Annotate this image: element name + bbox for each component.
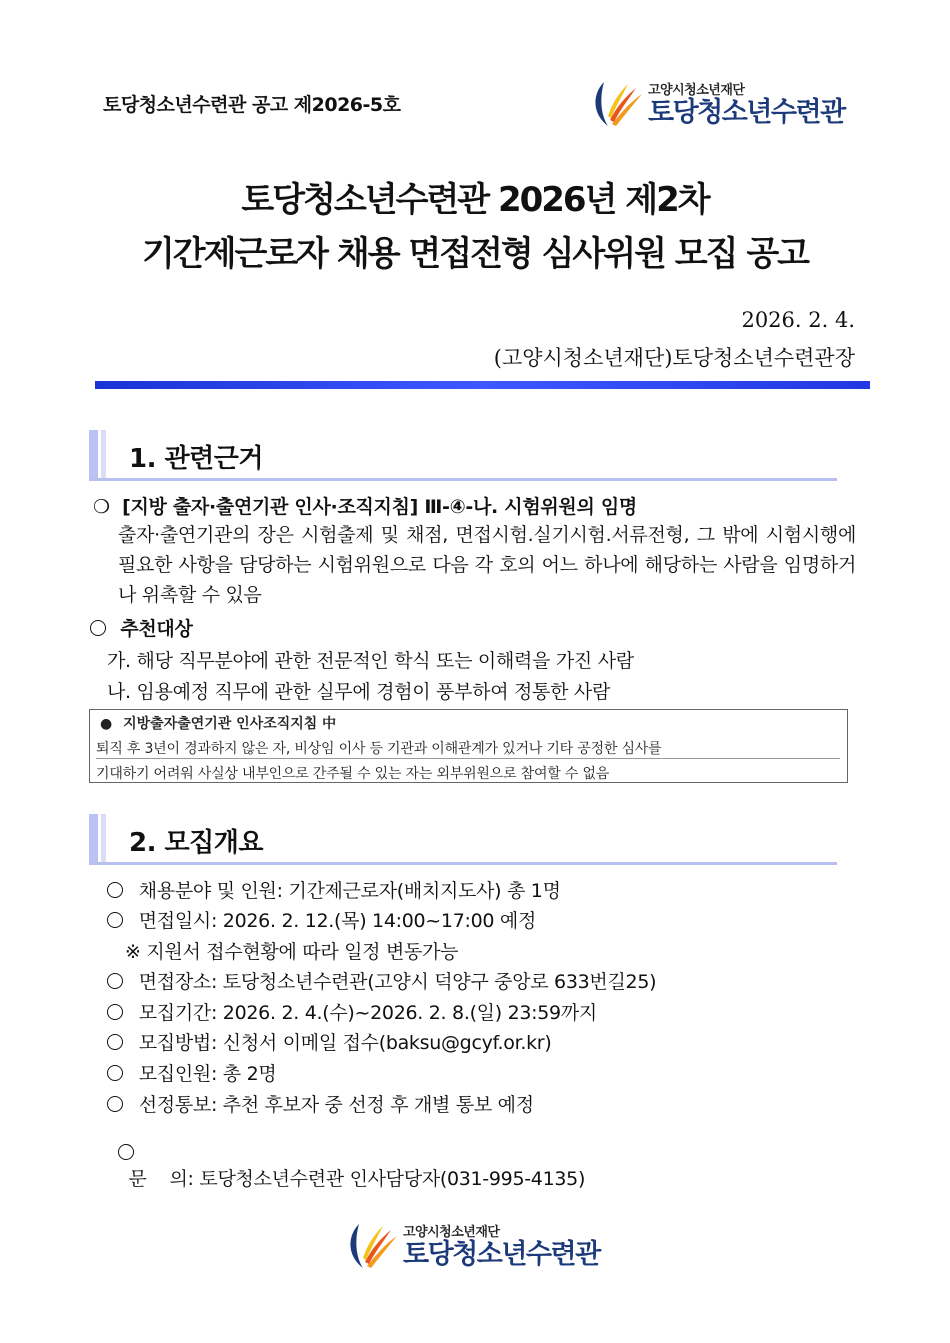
bullet-circle-icon <box>107 1096 123 1112</box>
issuer: (고양시청소년재단)토당청소년수련관장 <box>493 346 855 370</box>
overview-item: 면접장소: 토당청소년수련관(고양시 덕양구 중앙로 633번길25) <box>107 967 656 994</box>
logo-org-text: 고양시청소년재단 <box>403 1224 500 1240</box>
section-heading-label: 1. 관련근거 <box>129 444 263 474</box>
bullet-circle-icon <box>118 1144 134 1160</box>
logo-name-text: 토당청소년수련관 <box>648 96 845 128</box>
bullet-circle-icon <box>107 882 123 898</box>
bullet-dot-icon: ● <box>100 716 113 732</box>
interview-note: ※ 지원서 접수현황에 따라 일정 변동가능 <box>125 941 459 963</box>
bullet-circle-icon <box>107 1065 123 1081</box>
heading-accent <box>101 430 106 478</box>
issue-date: 2026. 2. 4. <box>741 308 855 332</box>
note-box-title <box>100 713 336 733</box>
target-item: 나. 임용예정 직무에 관한 실무에 경험이 풍부하여 정통한 사람 <box>107 681 611 703</box>
overview-item: 모집인원: 총 2명 <box>107 1059 276 1086</box>
bullet-circle-icon <box>107 1034 123 1050</box>
target-title: 추천대상 <box>120 618 193 640</box>
title-divider <box>95 381 870 389</box>
target-title-row <box>90 614 193 641</box>
bullet-circle-icon <box>90 620 106 636</box>
note-box-line: 퇴직 후 3년이 경과하지 않은 자, 비상임 이사 등 기관과 이해관계가 있거나 기타 공정한 심사를 <box>96 738 840 759</box>
heading-accent <box>89 814 98 862</box>
overview-item: 모집방법: 신청서 이메일 접수(baksu@gcyf.or.kr) <box>107 1028 551 1055</box>
document-title-line1: 토당청소년수련관 2026년 제2차 <box>241 180 709 220</box>
section-heading-1 <box>89 430 837 481</box>
bullet-circle-icon: ❍ <box>93 496 110 518</box>
logo-mark-icon <box>345 1218 399 1272</box>
note-box-title-text: 지방출자출연기관 인사조직지침 中 <box>123 716 337 732</box>
overview-item: 모집기간: 2026. 2. 4.(수)~2026. 2. 8.(일) 23:59까지 <box>107 998 597 1025</box>
basis-title: [지방 출자·출연기관 인사·조직지침] Ⅲ-④-나. 시험위원의 임명 <box>122 496 637 518</box>
guideline-note-box <box>89 709 848 783</box>
section-heading-2 <box>89 814 837 865</box>
target-item: 가. 해당 직무분야에 관한 전문적인 학식 또는 이해력을 가진 사람 <box>107 650 634 672</box>
basis-text: 출자·출연기관의 장은 시험출제 및 채점, 면접시험.실기시험.서류전형, 그 밖에 시험시행에 필요한 사항을 담당하는 시험위원으로 다음 각 호의 어느 하나에 해당하는 사람을 임명하거나 위촉할 수 있음 <box>118 524 856 606</box>
logo-mark-icon <box>590 76 644 130</box>
heading-accent <box>89 430 98 478</box>
note-box-line: 기대하기 어려워 사실상 내부인으로 간주될 수 있는 자는 외부위원으로 참여할 수 없음 <box>96 766 610 782</box>
document-title-line2: 기간제근로자 채용 면접전형 심사위원 모집 공고 <box>141 234 809 274</box>
organization-logo <box>590 76 845 130</box>
overview-item: 면접일시: 2026. 2. 12.(목) 14:00~17:00 예정 <box>107 906 536 933</box>
logo-name-text: 토당청소년수련관 <box>403 1238 600 1270</box>
overview-item: 채용분야 및 인원: 기간제근로자(배치지도사) 총 1명 <box>107 876 561 903</box>
heading-accent <box>101 814 106 862</box>
notice-number: 토당청소년수련관 공고 제2026-5호 <box>103 94 401 116</box>
overview-item: 선정통보: 추천 후보자 중 선정 후 개별 통보 예정 <box>107 1090 534 1117</box>
footer-logo <box>345 1218 600 1272</box>
logo-org-text: 고양시청소년재단 <box>648 82 745 98</box>
bullet-circle-icon <box>107 1004 123 1020</box>
section-heading-label: 2. 모집개요 <box>129 828 263 858</box>
basis-title-row <box>93 492 637 519</box>
overview-item: 문 의: 토당청소년수련관 인사담당자(031-995-4135) <box>107 1120 585 1191</box>
bullet-circle-icon <box>107 973 123 989</box>
bullet-circle-icon <box>107 912 123 928</box>
